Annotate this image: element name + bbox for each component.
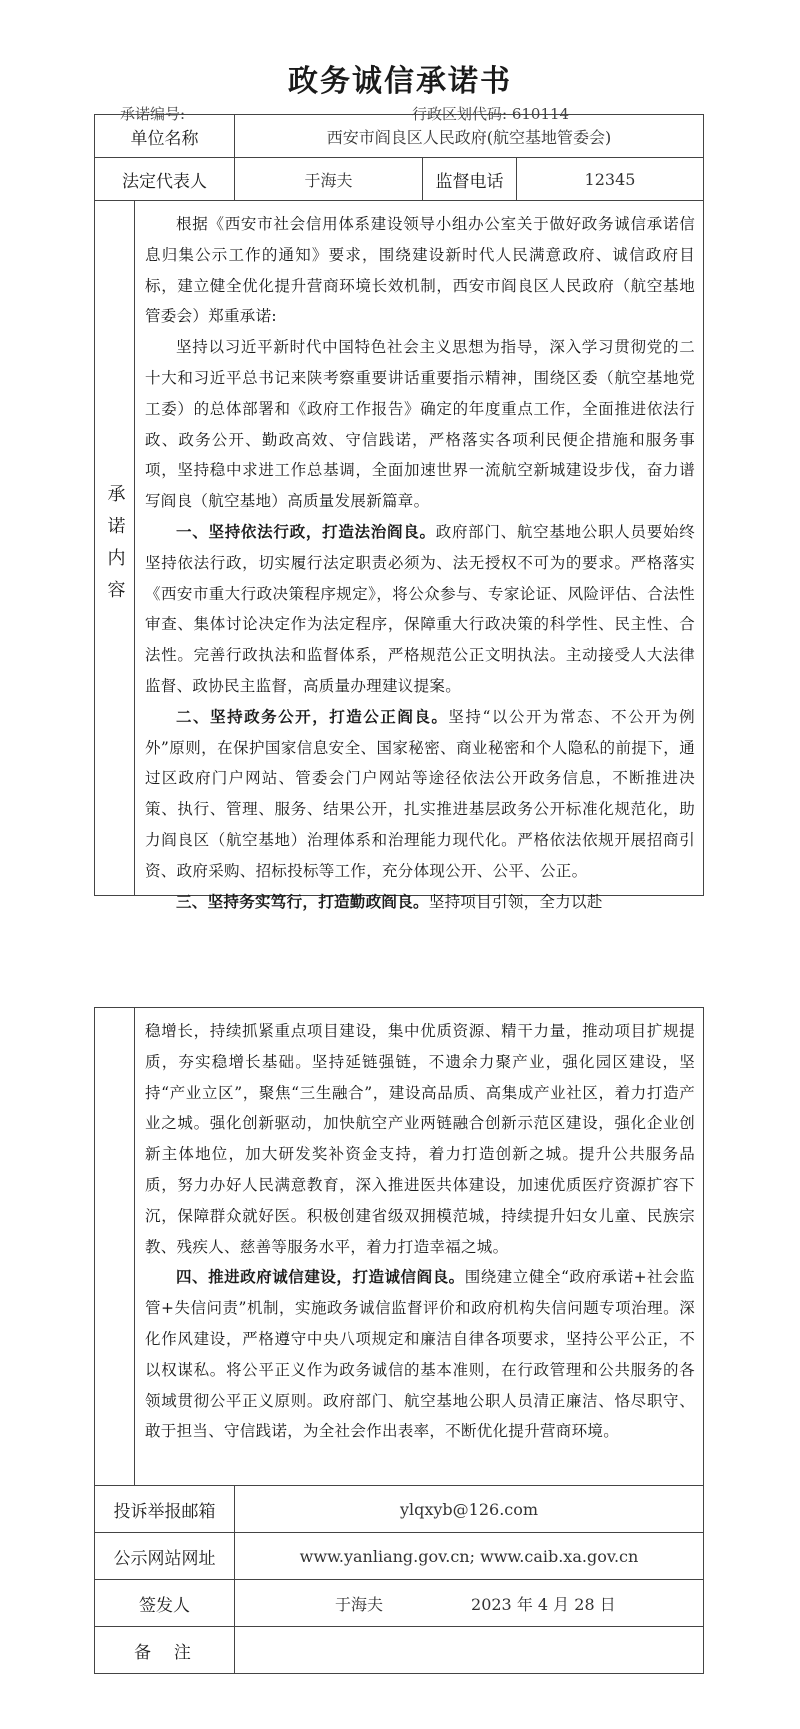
- section-4-heading: 四、推进政府诚信建设，打造诚信阎良。: [176, 1268, 465, 1287]
- legal-rep-label: 法定代表人: [95, 158, 235, 200]
- section-3-body-start: 坚持项目引领，全力以赴: [428, 892, 603, 911]
- sign-date: 2023 年 4 月 28 日: [471, 1594, 616, 1614]
- unit-name-value: 西安市阎良区人民政府(航空基地管委会): [326, 127, 612, 147]
- signer-label: 签发人: [95, 1580, 235, 1626]
- region-code-value: 610114: [511, 105, 570, 123]
- content-label-spacer: [95, 1008, 135, 1485]
- guiding-paragraph: 坚持以习近平新时代中国特色社会主义思想为指导，深入学习贯彻党的二十大和习近平总书记来陕考察重要讲话重要指示精神，围绕区委（航空基地党工委）的总体部署和《政府工作报告》确定的年度重点工作，全面推进依法行政、政务公开、勤政高效、守信践诺，严格落实各项利民便企措施和服务事项，坚持稳中求进工作总基调，全面加速世界一流航空新城建设步伐，奋力谱写阎良（航空基地）高质量发展新篇章。: [145, 338, 695, 511]
- commitment-content-row: [95, 201, 703, 911]
- section-4-body: 围绕建立健全“政府承诺+社会监管+失信问责”机制，实施政务诚信监督评价和政府机构失信问题专项治理。深化作风建设，严格遵守中央八项规定和廉洁自律各项要求，坚持公平公正，不以权谋私。将公平正义作为政务诚信的基本准则，在行政管理和公共服务的各领域贯彻公平正义原则。政府部门、航空基地公职人员清正廉洁、恪尽职守、敢于担当、守信践诺，为全社会作出表率，不断优化提升营商环境。: [145, 1268, 695, 1441]
- signer-value-cell: [235, 1580, 703, 1626]
- section-3-continued: 稳增长，持续抓紧重点项目建设，集中优质资源、精干力量，推动项目扩规提质，夯实稳增长基础。坚持延链强链，不遗余力聚产业，强化园区建设，坚持“产业立区”，聚焦“三生融合”，建设高品质、高集成产业社区，着力打造产业之城。强化创新驱动，加快航空产业两链融合创新示范区建设，强化企业创新主体地位，加大研发奖补资金支持，着力打造创新之城。提升公共服务品质，努力办好人民满意教育，深入推进医共体建设，加速优质医疗资源扩容下沉，保障群众就好医。积极创建省级双拥模范城，持续提升妇女儿童、民族宗教、残疾人、慈善等服务水平，着力打造幸福之城。: [145, 1022, 695, 1256]
- website-label: 公示网站网址: [95, 1533, 235, 1579]
- section-3-start: [145, 887, 695, 918]
- representative-row: [95, 158, 703, 201]
- remark-row: [95, 1627, 703, 1673]
- commitment-text-part-2: [135, 1008, 703, 1485]
- commitment-content-label: [95, 201, 135, 895]
- complaint-email-value: ylqxyb@126.com: [399, 1499, 539, 1519]
- website-row: [95, 1533, 703, 1580]
- complaint-email-label: 投诉举报邮箱: [95, 1486, 235, 1532]
- email-row: [95, 1486, 703, 1533]
- commitment-number-label: 承诺编号:: [120, 105, 186, 123]
- website-value: www.yanliang.gov.cn; www.caib.xa.gov.cn: [299, 1546, 639, 1566]
- section-1-body: 政府部门、航空基地公职人员要始终坚持依法行政，切实履行法定职责必须为、法无授权不可为的要求。严格落实《西安市重大行政决策程序规定》，将公众参与、专家论证、风险评估、合法性审查、集体讨论决定作为法定程序，保障重大行政决策的科学性、民主性、合法性。完善行政执法和监督体系，严格规范公正文明执法。主动接受人大法律监督、政协民主监督，高质量办理建议提案。: [145, 522, 695, 695]
- commitment-text-part-1: [135, 201, 703, 911]
- commitment-table-part-2: [94, 1007, 704, 1674]
- remark-label: 备 注: [95, 1627, 235, 1673]
- commitment-table-part-1: [94, 114, 704, 911]
- signer-name: 于海夫: [335, 1594, 384, 1614]
- legal-rep-value: 于海夫: [235, 158, 423, 200]
- document-title: 政务诚信承诺书: [288, 64, 512, 99]
- region-code-label: 行政区划代码:: [412, 105, 508, 123]
- section-4: [145, 1262, 695, 1447]
- remark-value: [235, 1627, 703, 1673]
- unit-row: [95, 115, 703, 158]
- supervision-phone-label: 监督电话: [423, 158, 517, 200]
- section-1: [145, 517, 695, 702]
- section-2-heading: 二、坚持政务公开，打造公正阎良。: [176, 707, 449, 726]
- unit-name-label: 单位名称: [95, 115, 235, 157]
- section-2: [145, 702, 695, 887]
- section-2-body: 坚持“以公开为常态、不公开为例外”原则，在保护国家信息安全、国家秘密、商业秘密和个人隐私的前提下，通过区政府门户网站、管委会门户网站等途径依法公开政务信息，不断推进决策、执行、管理、服务、结果公开，扎实推进基层政务公开标准化规范化，助力阎良区（航空基地）治理体系和治理能力现代化。严格依法依规开展招商引资、政府采购、招标投标等工作，充分体现公开、公平、公正。: [145, 707, 695, 880]
- commitment-content-continued-row: [95, 1008, 703, 1486]
- section-3-heading: 三、坚持务实笃行，打造勤政阎良。: [176, 892, 429, 911]
- signer-row: [95, 1580, 703, 1627]
- supervision-phone-value: 12345: [584, 169, 636, 189]
- intro-paragraph: 根据《西安市社会信用体系建设领导小组办公室关于做好政务诚信承诺信息归集公示工作的通知》要求，围绕建设新时代人民满意政府、诚信政府目标，建立健全优化提升营商环境长效机制，西安市阎良区人民政府（航空基地管委会）郑重承诺:: [145, 215, 695, 326]
- section-1-heading: 一、坚持依法行政，打造法治阎良。: [176, 522, 436, 541]
- commitment-content-label-text: 承诺内容: [104, 484, 126, 612]
